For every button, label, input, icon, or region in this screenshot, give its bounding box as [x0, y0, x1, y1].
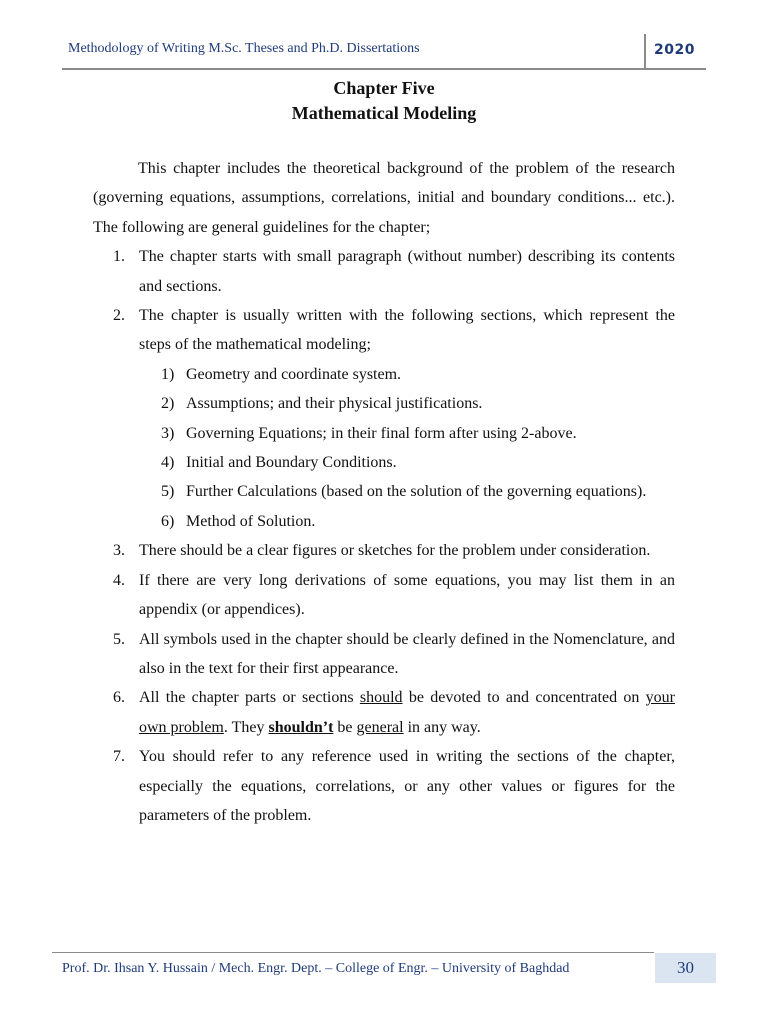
sub-item-number: 1): [161, 365, 175, 383]
emphasis-underlined: your own problem: [139, 689, 675, 736]
item-number: 1.: [113, 248, 125, 266]
item-number: 3.: [113, 542, 125, 560]
chapter-title: Chapter Five: [333, 78, 435, 98]
item-text: If there are very long derivations of some equations, you may list them in an appendix (or appendices).: [139, 571, 675, 619]
modeling-steps-list: [139, 360, 675, 536]
header-divider: [644, 34, 646, 68]
list-item: [93, 683, 675, 742]
intro-paragraph: This chapter includes the theoretical background of the problem of the research (governing equations, assumptions, correlations, initial and boundary conditions... etc.). The following are general guidelines for the chapter;: [93, 160, 675, 236]
chapter-subtitle: Mathematical Modeling: [291, 103, 477, 123]
item-text-part: All the chapter parts or sections: [139, 689, 360, 707]
item-number: 4.: [113, 571, 125, 589]
chapter-body: [93, 154, 675, 830]
page-number: 30: [655, 953, 716, 983]
list-item: [93, 566, 675, 625]
footer-divider: [52, 952, 654, 953]
item-text: You should refer to any reference used in writing the sections of the chapter, especially the equations, correlations, or any other values or figures for the parameters of the problem.: [139, 748, 675, 824]
sub-list-item: [139, 477, 675, 506]
header-title: Methodology of Writing M.Sc. Theses and Ph.D. Dissertations: [68, 41, 420, 56]
sub-item-text: Geometry and coordinate system.: [186, 365, 402, 383]
sub-item-text: Further Calculations (based on the solution of the governing equations).: [186, 483, 647, 501]
sub-item-text: Method of Solution.: [186, 512, 316, 530]
sub-item-number: 3): [161, 424, 175, 442]
guidelines-list: [93, 242, 675, 830]
footer-text: Prof. Dr. Ihsan Y. Hussain / Mech. Engr. Dept. – College of Engr. – University of Baghdad: [62, 961, 570, 976]
item-text-part: be devoted to and concentrated on: [402, 689, 646, 707]
item-number: 7.: [113, 748, 125, 766]
header-year: 2020: [654, 42, 695, 58]
item-text-part: in any way.: [403, 718, 481, 736]
emphasis-underlined: general: [356, 718, 404, 736]
sub-list-item: [139, 360, 675, 389]
sub-list-item: [139, 419, 675, 448]
item-text: The chapter starts with small paragraph (without number) describing its contents and sections.: [139, 248, 675, 295]
list-item: [93, 742, 675, 830]
sub-item-number: 6): [161, 512, 175, 530]
item-number: 6.: [113, 689, 125, 707]
emphasis-bold-underlined: shouldn’t: [268, 718, 334, 736]
item-number: 2.: [113, 307, 125, 325]
item-text: The chapter is usually written with the following sections, which represent the steps of the mathematical modeling;: [139, 307, 675, 354]
sub-list-item: [139, 448, 675, 477]
item-text-part: be: [333, 718, 357, 736]
list-item: [93, 625, 675, 684]
list-item: [93, 536, 675, 565]
list-item: [93, 242, 675, 301]
page-header: [62, 30, 706, 70]
item-text-part: . They: [223, 718, 269, 736]
list-item: [93, 301, 675, 536]
item-number: 5.: [113, 630, 125, 648]
sub-item-number: 4): [161, 454, 175, 472]
sub-item-text: Assumptions; and their physical justifications.: [186, 395, 483, 413]
emphasis-underlined: should: [359, 689, 403, 707]
sub-item-number: 2): [161, 395, 175, 413]
item-text: There should be a clear figures or sketches for the problem under consideration.: [139, 542, 651, 560]
sub-list-item: [139, 389, 675, 418]
sub-item-text: Governing Equations; in their final form after using 2-above.: [186, 424, 577, 442]
sub-item-number: 5): [161, 483, 175, 501]
sub-item-text: Initial and Boundary Conditions.: [186, 454, 397, 472]
sub-list-item: [139, 507, 675, 536]
item-text: All symbols used in the chapter should be clearly defined in the Nomenclature, and also in the text for their first appearance.: [139, 630, 675, 677]
